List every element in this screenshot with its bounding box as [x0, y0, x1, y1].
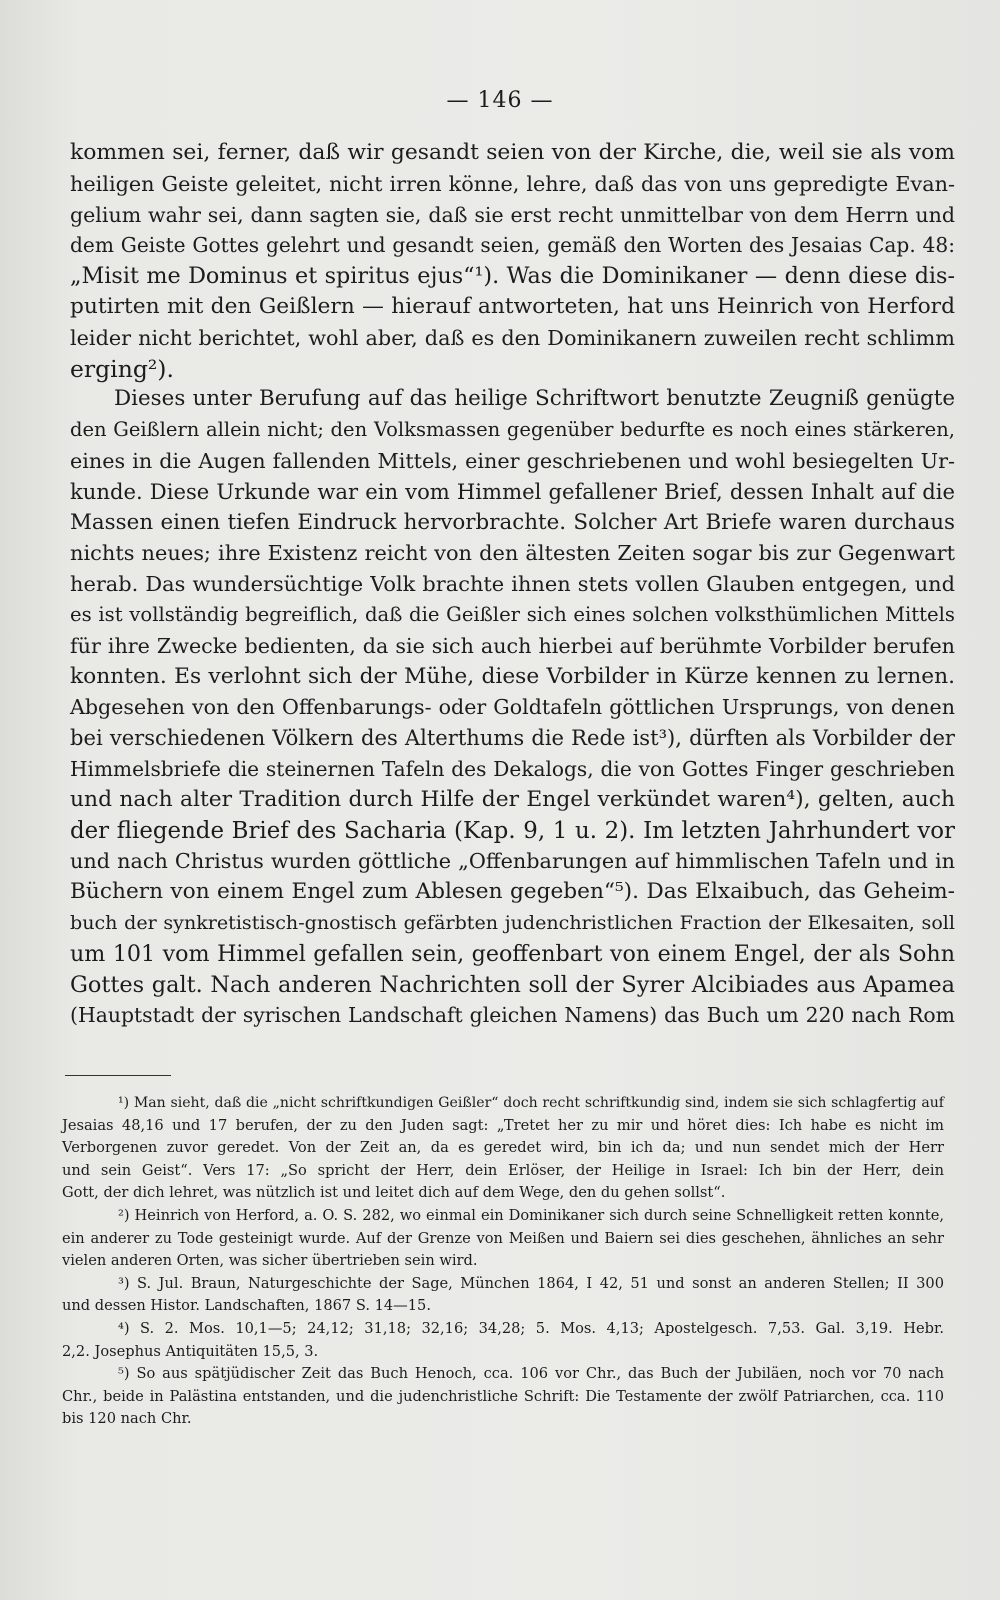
footnote-line: ⁴) S. 2. Mos. 10,1—5; 24,12; 31,18; 32,16; 34,28; 5. Mos. 4,13; Apostelgesch. 7,53. Gal. 3,19. Hebr.	[118, 1319, 944, 1337]
footnote-line: Jesaias 48,16 und 17 berufen, der zu den Juden sagt: „Tretet her zu mir und höret dies: Ich habe es nicht im	[62, 1116, 944, 1134]
body-line: (Hauptstadt der syrischen Landschaft gleichen Namens) das Buch um 220 nach Rom	[70, 1003, 955, 1028]
body-line: herab. Das wundersüchtige Volk brachte ihnen stets vollen Glauben entgegen, und	[70, 572, 955, 597]
body-line: eines in die Augen fallenden Mittels, einer geschriebenen und wohl besiegelten Ur-	[70, 448, 955, 473]
body-line: nichts neues; ihre Existenz reicht von den ältesten Zeiten sogar bis zur Gegenwart	[70, 541, 955, 566]
body-line: buch der synkretistisch-gnostisch gefärbten judenchristlichen Fraction der Elkesaiten, soll	[70, 911, 955, 934]
body-line: gelium wahr sei, dann sagten sie, daß sie erst recht unmittelbar von dem Herrn und	[70, 202, 955, 227]
body-line: leider nicht berichtet, wohl aber, daß es den Dominikanern zuweilen recht schlimm	[70, 325, 955, 350]
body-line: Abgesehen von den Offenbarungs- oder Goldtafeln göttlichen Ursprungs, von denen	[70, 695, 955, 720]
body-line: „Misit me Dominus et spiritus ejus“¹). Was die Dominikaner — denn diese dis-	[70, 263, 955, 290]
body-line: Büchern von einem Engel zum Ablesen gegeben“⁵). Das Elxaibuch, das Geheim-	[70, 879, 955, 905]
body-line: Massen einen tiefen Eindruck hervorbrachte. Solcher Art Briefe waren durchaus	[70, 509, 955, 535]
body-line: um 101 vom Himmel gefallen sein, geoffenbart von einem Engel, der als Sohn	[70, 940, 955, 967]
footnotes	[62, 1092, 944, 1431]
footnote-line: ³) S. Jul. Braun, Naturgeschichte der Sage, München 1864, I 42, 51 und sonst an anderen Stellen; II 300	[118, 1274, 944, 1292]
body-text	[70, 138, 955, 1031]
footnote-divider	[65, 1075, 171, 1076]
body-line: heiligen Geiste geleitet, nicht irren könne, lehre, daß das von uns gepredigte Evan-	[70, 171, 955, 196]
footnote-line: und sein Geist“. Vers 17: „So spricht der Herr, dein Erlöser, der Heilige in Israel: Ich bin der Herr, dein	[62, 1161, 944, 1179]
footnote-line: bis 120 nach Chr.	[62, 1410, 192, 1428]
footnote-line: vielen anderen Orten, was sicher übertrieben sein wird.	[62, 1252, 478, 1270]
footnote-line: ein anderer zu Tode gesteinigt wurde. Auf der Grenze von Meißen und Baiern sei dies geschehen, ähnliches an sehr	[62, 1229, 944, 1247]
footnote-line: ⁵) So aus spätjüdischer Zeit das Buch Henoch, cca. 106 vor Chr., das Buch der Jubiläen, noch vor 70 nach	[118, 1365, 944, 1383]
body-line: für ihre Zwecke bedienten, da sie sich auch hierbei auf berühmte Vorbilder berufen	[70, 633, 955, 658]
body-line: putirten mit den Geißlern — hierauf antworteten, hat uns Heinrich von Herford	[70, 293, 955, 319]
body-line: kommen sei, ferner, daß wir gesandt seien von der Kirche, die, weil sie als vom	[70, 140, 955, 165]
footnote-line: Verborgenen zuvor geredet. Von der Zeit an, da es geredet wird, bin ich da; und nun sendet mich der Herr	[62, 1139, 944, 1157]
footnote-line: 2,2. Josephus Antiquitäten 15,5, 3.	[62, 1342, 319, 1360]
body-line: den Geißlern allein nicht; den Volksmassen gegenüber bedurfte es noch eines stärkeren,	[70, 418, 955, 442]
body-line: konnten. Es verlohnt sich der Mühe, diese Vorbilder in Kürze kennen zu lernen.	[70, 663, 955, 689]
body-line: Himmelsbriefe die steinernen Tafeln des Dekalogs, die von Gottes Finger geschrieben	[70, 756, 955, 781]
body-line: dem Geiste Gottes gelehrt und gesandt seien, gemäß den Worten des Jesaias Cap. 48:	[70, 233, 955, 258]
body-line: erging²).	[70, 354, 174, 383]
body-line: der fliegende Brief des Sacharia (Kap. 9, 1 u. 2). Im letzten Jahrhundert vor	[70, 817, 955, 844]
footnote-line: Gott, der dich lehret, was nützlich ist und leitet dich auf dem Wege, den du gehen sollst“.	[62, 1184, 726, 1202]
body-line: es ist vollständig begreiflich, daß die Geißler sich eines solchen volksthümlichen Mittels	[70, 602, 955, 626]
body-line: Dieses unter Berufung auf das heilige Schriftwort benutzte Zeugniß genügte	[114, 386, 955, 412]
body-line: bei verschiedenen Völkern des Alterthums die Rede ist³), dürften als Vorbilder der	[70, 725, 955, 751]
page-number: — 146 —	[446, 88, 554, 113]
footnote-line: und dessen Histor. Landschaften, 1867 S. 14—15.	[62, 1297, 431, 1315]
body-line: Gottes galt. Nach anderen Nachrichten soll der Syrer Alcibiades aus Apamea	[70, 971, 955, 998]
footnote-line: Chr., beide in Palästina entstanden, und die judenchristliche Schrift: Die Testamente der zwölf Patriarchen, cca. 110	[62, 1387, 944, 1405]
body-line: kunde. Diese Urkunde war ein vom Himmel gefallener Brief, dessen Inhalt auf die	[70, 478, 955, 504]
footnote-line: ²) Heinrich von Herford, a. O. S. 282, wo einmal ein Dominikaner sich durch seine Schnelligkeit retten konnte,	[118, 1206, 944, 1224]
body-line: und nach Christus wurden göttliche „Offenbarungen auf himmlischen Tafeln und in	[70, 849, 955, 874]
footnote-line: ¹) Man sieht, daß die „nicht schriftkundigen Geißler“ doch recht schriftkundig sind, indem sie sich schlagfertig auf	[118, 1095, 944, 1111]
body-line: und nach alter Tradition durch Hilfe der Engel verkündet waren⁴), gelten, auch	[70, 786, 955, 812]
